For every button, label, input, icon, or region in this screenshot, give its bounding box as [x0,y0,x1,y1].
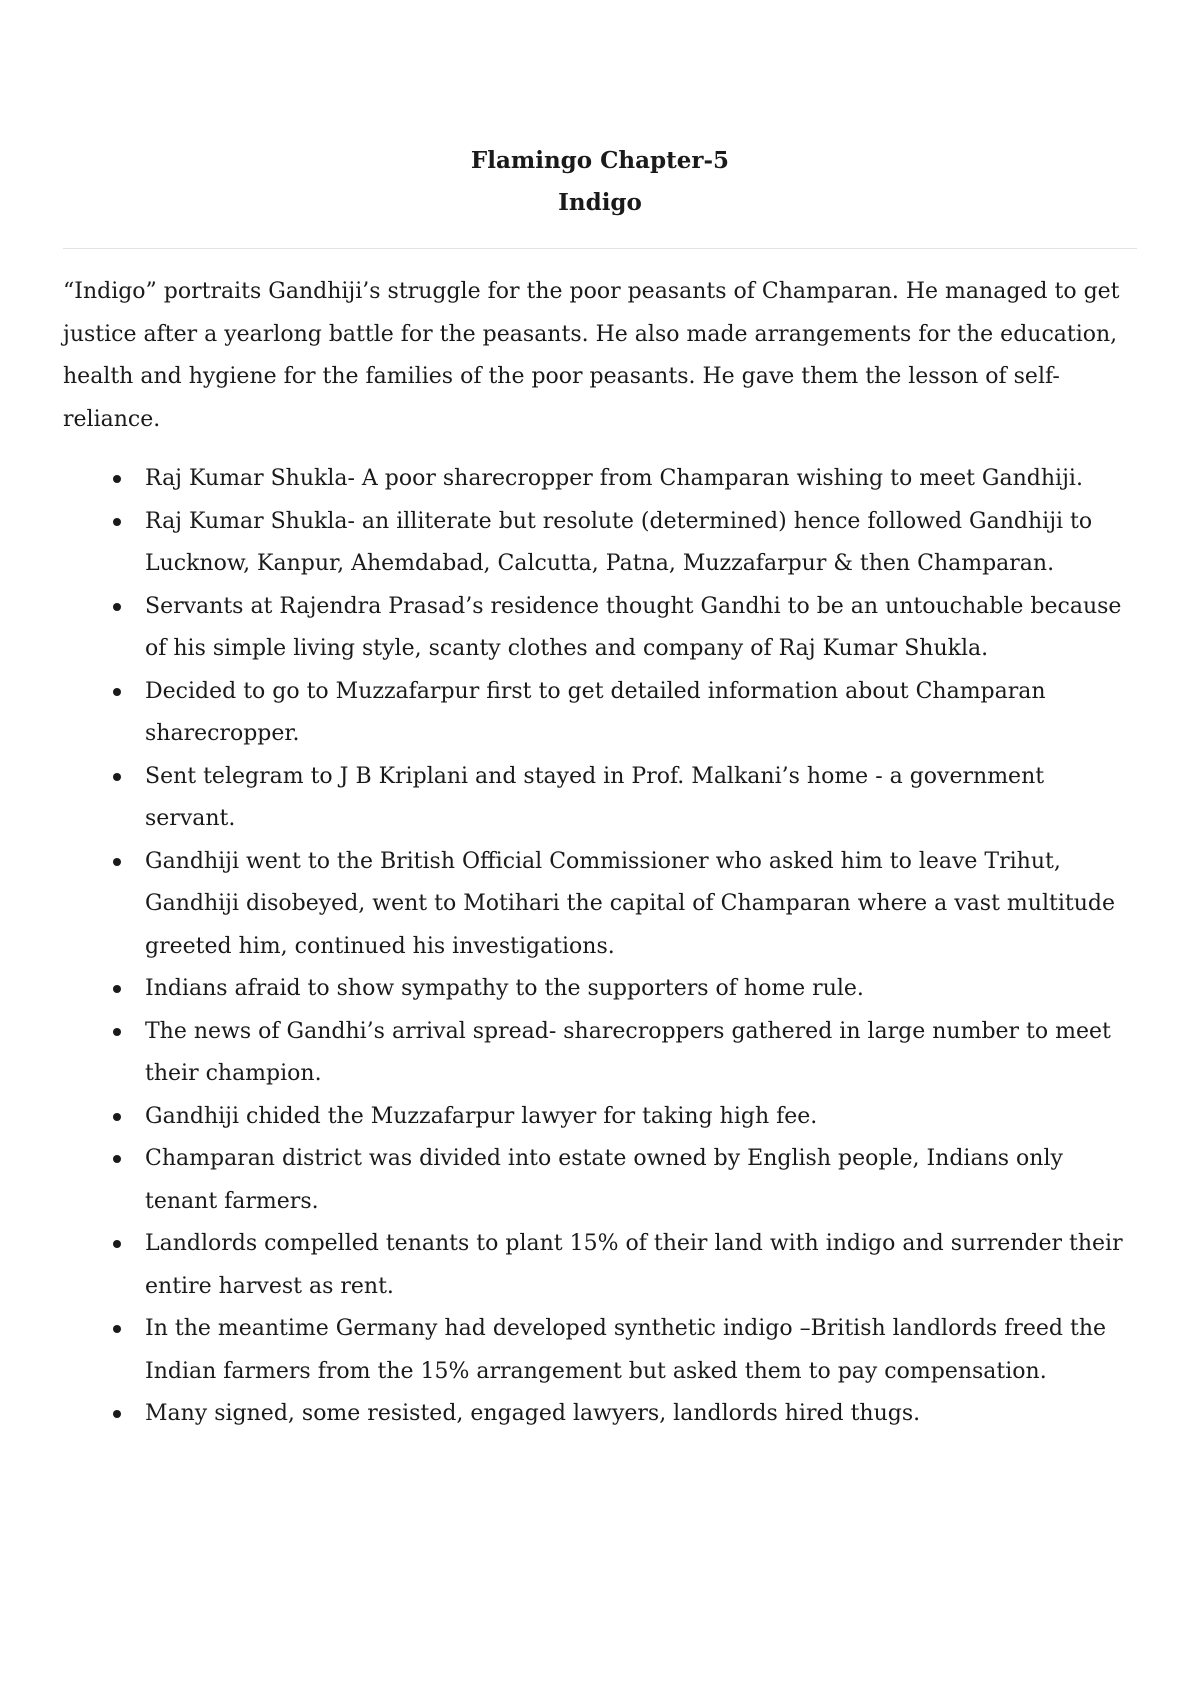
list-item-text: Many signed, some resisted, engaged lawyers, landlords hired thugs. [145,1401,921,1426]
chapter-subtitle: Indigo [558,189,642,216]
list-item-text: Decided to go to Muzzafarpur first to get detailed information about Champaran sharecropper. [145,678,1046,746]
list-item-text: Champaran district was divided into estate owned by English people, Indians only tenant farmers. [145,1146,1063,1214]
intro-paragraph: “Indigo” portraits Gandhiji’s struggle for the poor peasants of Champaran. He managed to get justice after a yearlong battle for the peasants. He also made arrangements for the education, health and hygiene for the families of the poor peasants. He gave them the lesson of self-reliance. [63,279,1120,432]
chapter-title: Flamingo Chapter-5 [470,147,730,174]
list-item [145,1393,1137,1436]
bullet-icon [113,773,121,781]
bullet-icon [113,475,121,483]
bullet-icon [113,518,121,526]
key-points-list [63,458,1137,1436]
bullet-icon [113,1410,121,1418]
bullet-icon [113,1155,121,1163]
list-item-text: Landlords compelled tenants to plant 15% of their land with indigo and surrender their entire harvest as rent. [145,1231,1123,1299]
list-item [145,756,1137,841]
divider [63,248,1137,249]
list-item-text: Sent telegram to J B Kriplani and stayed in Prof. Malkani’s home - a government servant. [145,763,1045,831]
list-item-text: In the meantime Germany had developed synthetic indigo –British landlords freed the Indian farmers from the 15% arrangement but asked them to pay compensation. [145,1316,1107,1384]
bullet-icon [113,1028,121,1036]
list-item [145,1308,1137,1393]
list-item [145,671,1137,756]
list-item-text: The news of Gandhi’s arrival spread- sharecroppers gathered in large number to meet their champion. [145,1018,1111,1086]
bullet-icon [113,985,121,993]
list-item-text: Gandhiji chided the Muzzafarpur lawyer for taking high fee. [145,1103,818,1129]
list-item-text: Indians afraid to show sympathy to the supporters of home rule. [145,976,864,1001]
bullet-icon [113,1113,121,1121]
bullet-icon [113,603,121,611]
bullet-icon [113,688,121,696]
bullet-icon [113,1240,121,1248]
list-item [145,586,1137,671]
list-item-text: Servants at Rajendra Prasad’s residence thought Gandhi to be an untouchable because of his simple living style, scanty clothes and company of Raj Kumar Shukla. [145,593,1122,661]
list-item [145,1138,1137,1223]
list-item-text: Raj Kumar Shukla- A poor sharecropper from Champaran wishing to meet Gandhiji. [145,466,1083,491]
list-item [145,968,1137,1011]
list-item [145,841,1137,969]
list-item-text: Raj Kumar Shukla- an illiterate but resolute (determined) hence followed Gandhiji to Lucknow, Kanpur, Ahemdabad, Calcutta, Patna, Muzzafarpur & then Champaran. [145,508,1093,576]
bullet-icon [113,1325,121,1333]
list-item [145,1011,1137,1096]
bullet-icon [113,858,121,866]
list-item-text: Gandhiji went to the British Official Commissioner who asked him to leave Trihut, Gandhiji disobeyed, went to Motihari the capital of Champaran where a vast multitude greeted him, continued his investigations. [145,848,1115,959]
list-item [145,1096,1137,1139]
list-item [145,1223,1137,1308]
list-item [145,501,1137,586]
list-item [145,458,1137,501]
